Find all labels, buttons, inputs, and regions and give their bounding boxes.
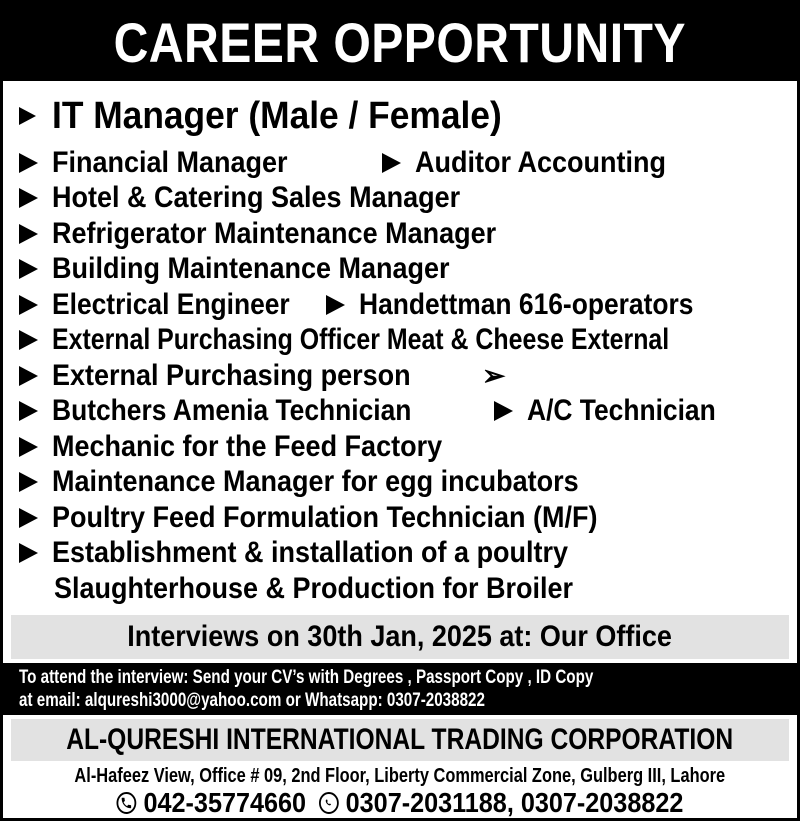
bullet-arrow-icon: [19, 224, 38, 244]
job-title: Butchers Amenia Technician: [52, 394, 412, 428]
page-title: CAREER OPPORTUNITY: [113, 10, 687, 74]
job-title: Establishment & installation of a poultry: [52, 536, 569, 570]
list-item: [19, 571, 797, 607]
bullet-arrow-icon: [19, 188, 38, 208]
list-item: [19, 145, 797, 181]
bullet-arrow-icon: [19, 543, 38, 563]
list-item: [19, 87, 797, 145]
bullet-arrow-icon: [19, 107, 36, 125]
bullet-arrow-icon: [19, 472, 38, 492]
address-text: Al-Hafeez View, Office # 09, 2nd Floor, Liberty Commercial Zone, Gulberg III, Lahore: [74, 765, 726, 787]
job-title: Auditor Accounting: [415, 145, 666, 179]
job-title: External Purchasing person: [52, 358, 411, 392]
contact-phones: [3, 787, 797, 819]
list-item: [19, 252, 797, 288]
phone-icon: [117, 792, 137, 814]
bullet-arrow-icon: [19, 330, 38, 350]
job-title: Building Maintenance Manager: [52, 252, 450, 286]
list-item: [19, 181, 797, 217]
bullet-arrow-icon: [19, 295, 38, 315]
attend-line: at email: alqureshi3000@yahoo.com or Whatsapp: 0307-2038822: [19, 690, 485, 711]
company-name: AL-QURESHI INTERNATIONAL TRADING CORPORATION: [66, 723, 734, 756]
job-title: Financial Manager: [52, 145, 288, 179]
bullet-arrow-icon: [19, 153, 38, 173]
mobile-numbers: 0307-2031188, 0307-2038822: [345, 787, 684, 818]
header-bar: [3, 3, 797, 81]
list-item: [19, 429, 797, 465]
list-item: [19, 216, 797, 252]
attend-line: To attend the interview: Send your CV’s with Degrees , Passport Copy , ID Copy: [19, 667, 594, 688]
job-title: Maintenance Manager for egg incubators: [52, 465, 579, 499]
list-item: [19, 287, 797, 323]
list-item: [19, 536, 797, 572]
list-item: [19, 394, 797, 430]
interview-text: Interviews on 30th Jan, 2025 at: Our Office: [127, 620, 673, 653]
bullet-arrow-icon: [19, 259, 38, 279]
company-banner: [11, 719, 789, 761]
job-title: Handettman 616-operators: [359, 287, 694, 321]
list-item: [19, 465, 797, 501]
list-item: [19, 500, 797, 536]
list-item: [19, 358, 797, 394]
bullet-arrow-icon: [19, 437, 38, 457]
list-item: [19, 323, 797, 359]
interview-banner: [11, 615, 789, 659]
job-title: Mechanic for the Feed Factory: [52, 429, 443, 463]
job-title: Electrical Engineer: [52, 287, 290, 321]
job-title: IT Manager (Male / Female): [52, 94, 502, 137]
bullet-arrow-icon: [494, 401, 513, 421]
whatsapp-icon: [319, 792, 339, 814]
job-title: Refrigerator Maintenance Manager: [52, 216, 497, 250]
job-title: Hotel & Catering Sales Manager: [52, 181, 461, 215]
bullet-arrow-icon: [19, 401, 38, 421]
bullet-arrow-icon: [19, 366, 38, 386]
attend-instructions: [3, 663, 797, 715]
job-title: Poultry Feed Formulation Technician (M/F): [52, 500, 598, 534]
bullet-arrow-icon: [382, 153, 401, 173]
company-address: [3, 765, 797, 788]
hollow-arrow-icon: ➢: [482, 360, 506, 392]
bullet-arrow-icon: [19, 508, 38, 528]
landline-number: 042-35774660: [143, 787, 307, 818]
job-title: Slaughterhouse & Production for Broiler: [54, 571, 574, 605]
bullet-arrow-icon: [326, 295, 345, 315]
job-title: A/C Technician: [527, 394, 716, 428]
job-title: External Purchasing Officer Meat & Cheese External: [52, 323, 670, 357]
job-list: [3, 81, 797, 607]
